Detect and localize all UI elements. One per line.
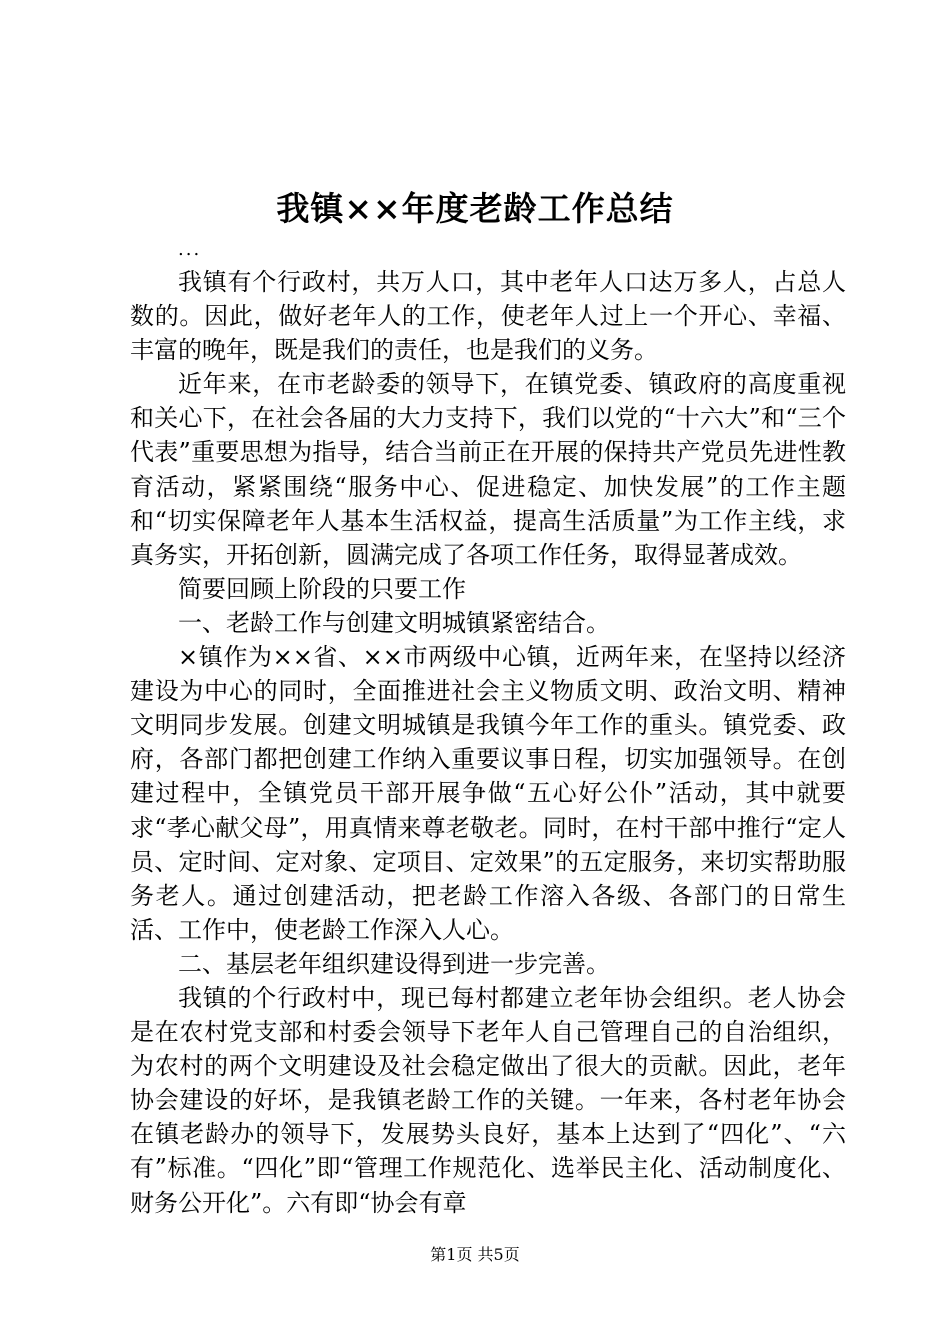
section-heading-2: 二、基层老年组织建设得到进一步完善。 [178, 949, 610, 978]
paragraph-section-2: 我镇的个行政村中，现已每村都建立老年协会组织。老人协会是在农村党支部和村委会领导下老年人自己管理自己的自治组织，为农村的两个文明建设及社会稳定做出了很大的贡献。因此，老年协会建设的好坏，是我镇老龄工作的关键。一年来，各村老年协会在镇老龄办的领导下，发展势头良好，基本上达到了“四化”、“六有”标准。“四化”即“管理工作规范化、选举民主化、活动制度化、财务公开化”。六有即“协会有章 [130, 983, 846, 1217]
paragraph-section-1: ×镇作为××省、××市两级中心镇，近两年来，在坚持以经济建设为中心的同时，全面推进社会主义物质文明、政治文明、精神文明同步发展。创建文明城镇是我镇今年工作的重头。镇党委、政府，各部门都把创建工作纳入重要议事日程，切实加强领导。在创建过程中，全镇党员干部开展争做“五心好公仆”活动，其中就要求“孝心献父母”，用真情来尊老敬老。同时，在村干部中推行“定人员、定时间、定对象、定项目、定效果”的五定服务，来切实帮助服务老人。通过创建活动，把老龄工作溶入各级、各部门的日常生活、工作中，使老龄工作深入人心。 [130, 643, 846, 944]
section-heading-1: 一、老龄工作与创建文明城镇紧密结合。 [178, 608, 610, 637]
paragraph-review-heading: 简要回顾上阶段的只要工作 [178, 574, 466, 603]
document-title: 我镇××年度老龄工作总结 [276, 189, 674, 228]
page-footer: 第1页 共5页 [430, 1245, 520, 1264]
paragraph-overview: 近年来，在市老龄委的领导下，在镇党委、镇政府的高度重视和关心下，在社会各届的大力支持下，我们以党的“十六大”和“三个代表”重要思想为指导，结合当前正在开展的保持共产党员先进性教育活动，紧紧围绕“服务中心、促进稳定、加快发展”的工作主题和“切实保障老年人基本生活权益，提高生活质量”为工作主线，求真务实，开拓创新，圆满完成了各项工作任务，取得显著成效。 [130, 370, 846, 569]
paragraph-intro: 我镇有个行政村，共万人口，其中老年人口达万多人，占总人数的。因此，做好老年人的工作，使老年人过上一个开心、幸福、丰富的晚年，既是我们的责任，也是我们的义务。 [130, 268, 846, 365]
ellipsis-mark: ... [178, 239, 202, 260]
document-body [130, 265, 846, 1220]
